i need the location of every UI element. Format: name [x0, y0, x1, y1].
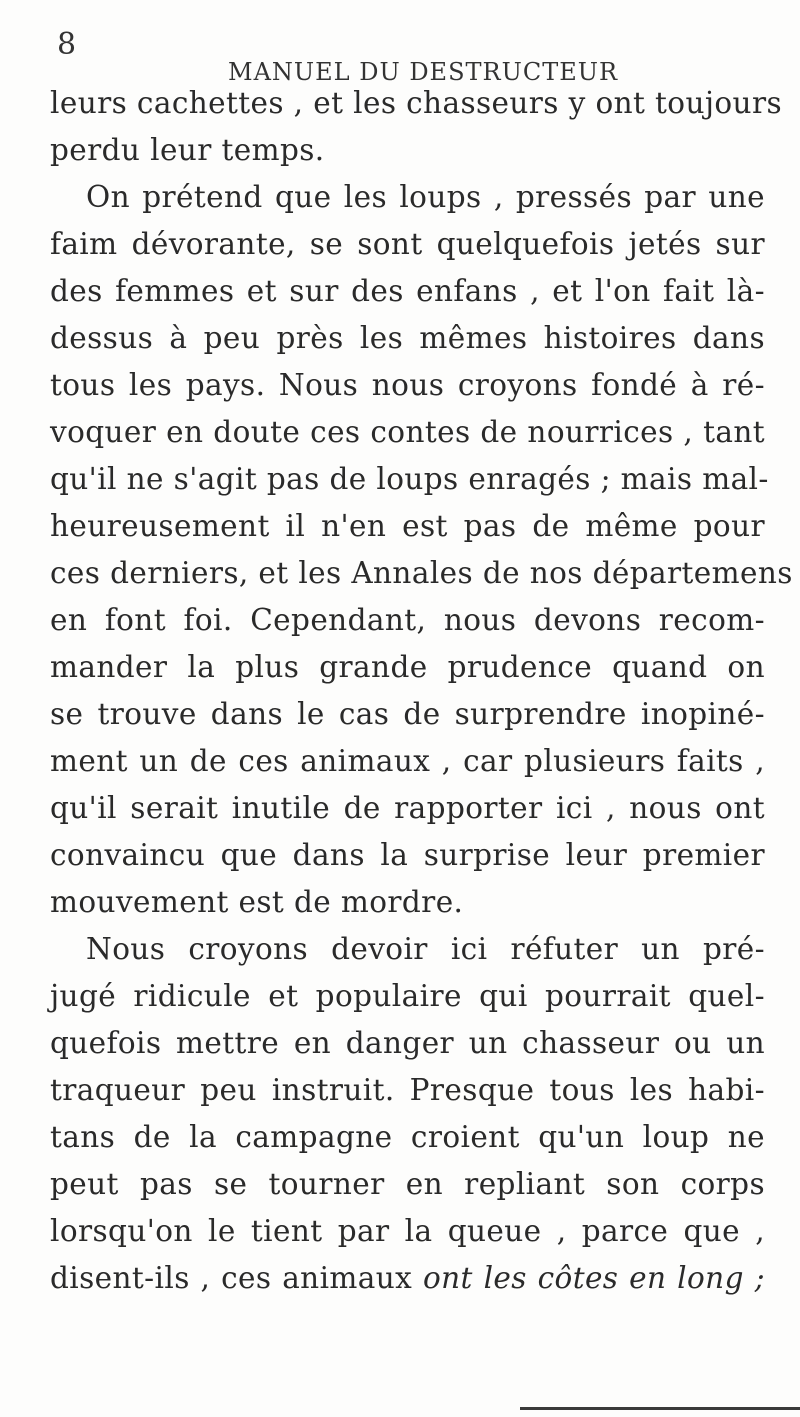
text-line: mouvement est de mordre. — [50, 885, 464, 919]
text-line: traqueur peu instruit. Presque tous les habi- — [50, 1073, 765, 1107]
text-line: dessus à peu près les mêmes histoires dans — [50, 321, 765, 355]
text-line: leurs cachettes , et les chasseurs y ont toujours — [50, 86, 782, 120]
text-span: disent-ils , ces animaux — [50, 1261, 423, 1295]
text-line: mander la plus grande prudence quand on — [50, 650, 765, 684]
text-line: ment un de ces animaux , car plusieurs faits , — [50, 744, 765, 778]
text-line: heureusement il n'en est pas de même pour — [50, 509, 765, 543]
text-line: peut pas se tourner en repliant son corps — [50, 1167, 765, 1201]
bottom-rule — [520, 1407, 800, 1410]
text-line: perdu leur temps. — [50, 133, 325, 167]
body-text — [50, 80, 793, 1302]
text-line: On prétend que les loups , pressés par une — [86, 180, 765, 214]
text-line: tous les pays. Nous nous croyons fondé à ré- — [50, 368, 765, 402]
text-line: quefois mettre en danger un chasseur ou un — [50, 1026, 765, 1060]
text-line: en font foi. Cependant, nous devons recom- — [50, 603, 765, 637]
text-line: se trouve dans le cas de surprendre inopiné- — [50, 697, 765, 731]
text-line: lorsqu'on le tient par la queue , parce que , — [50, 1214, 765, 1248]
text-line: tans de la campagne croient qu'un loup ne — [50, 1120, 765, 1154]
text-line: jugé ridicule et populaire qui pourrait quel- — [50, 979, 765, 1013]
page-number: 8 — [57, 27, 77, 62]
text-line: faim dévorante, se sont quelquefois jetés sur — [50, 227, 765, 261]
running-title: MANUEL DU DESTRUCTEUR — [228, 58, 619, 86]
text-line: convaincu que dans la surprise leur premier — [50, 838, 765, 872]
text-line: qu'il serait inutile de rapporter ici , nous ont — [50, 791, 765, 825]
text-line: ces derniers, et les Annales de nos départemens — [50, 556, 793, 590]
text-line-last — [50, 1255, 765, 1302]
text-line: voquer en doute ces contes de nourrices , tant — [50, 415, 765, 449]
text-line: Nous croyons devoir ici réfuter un pré- — [86, 932, 765, 966]
text-line: des femmes et sur des enfans , et l'on fait là- — [50, 274, 765, 308]
text-line: qu'il ne s'agit pas de loups enragés ; mais mal- — [50, 462, 769, 496]
italic-text-span: ont les côtes en long ; — [423, 1261, 765, 1295]
